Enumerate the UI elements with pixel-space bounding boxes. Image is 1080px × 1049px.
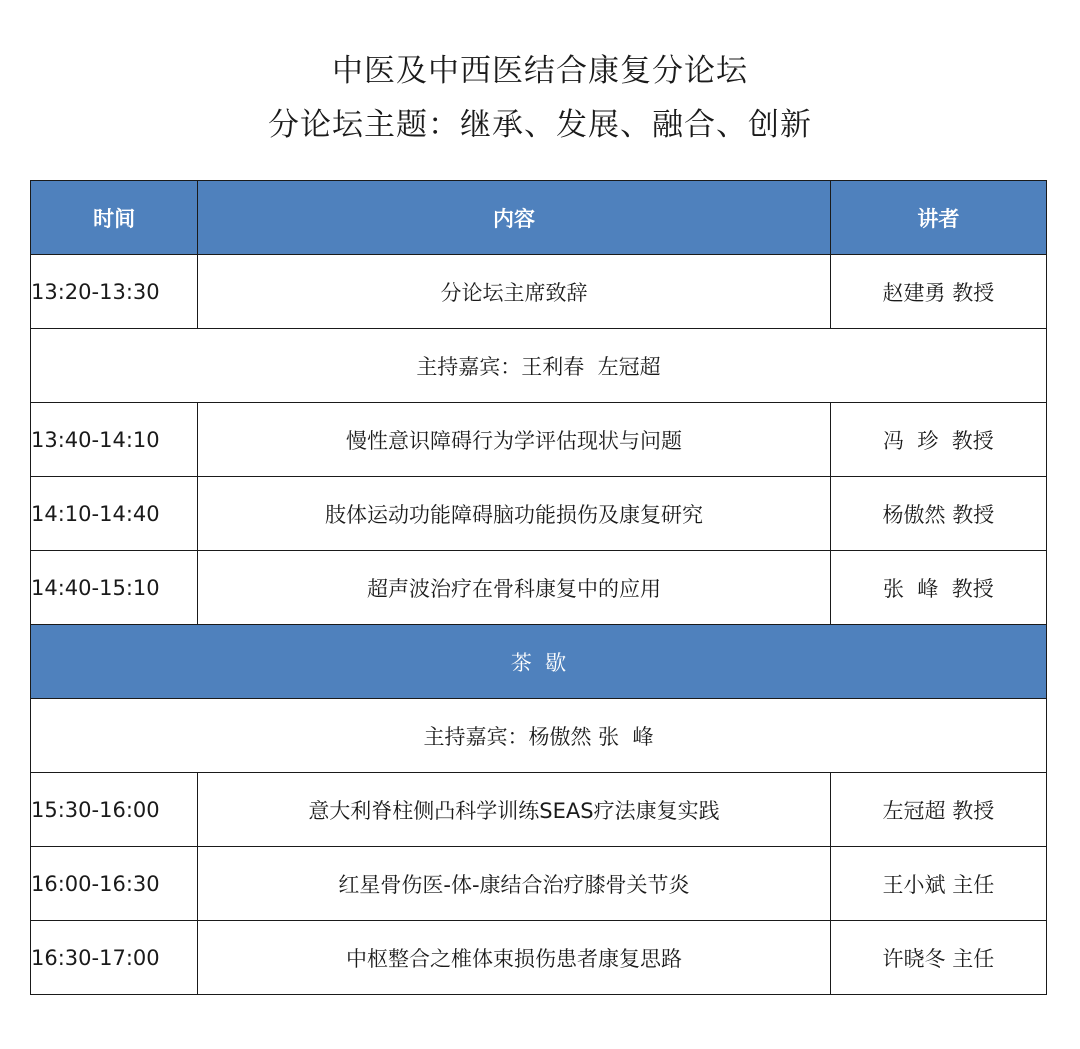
table-row: [31, 847, 1047, 921]
table-row: [31, 551, 1047, 625]
speaker-cell: 王小斌 主任: [830, 847, 1046, 921]
page-subtitle: 分论坛主题：继承、发展、融合、创新: [268, 107, 812, 143]
table-row: [31, 403, 1047, 477]
speaker-cell: 许晓冬 主任: [830, 921, 1046, 995]
content-cell: 慢性意识障碍行为学评估现状与问题: [198, 403, 831, 477]
speaker-cell: 左冠超 教授: [830, 773, 1046, 847]
speaker-cell: 赵建勇 教授: [830, 255, 1046, 329]
table-row: [31, 255, 1047, 329]
host-row: [31, 699, 1047, 773]
table-row: [31, 477, 1047, 551]
content-cell: 红星骨伤医-体-康结合治疗膝骨关节炎: [198, 847, 831, 921]
time-cell: 13:20-13:30: [31, 255, 198, 329]
title-block: [0, 44, 1080, 152]
table-row: [31, 921, 1047, 995]
content-cell: 肢体运动功能障碍脑功能损伤及康复研究: [198, 477, 831, 551]
header-content: 内容: [198, 181, 831, 255]
break-row: [31, 625, 1047, 699]
tea-break-cell: 茶 歇: [31, 625, 1047, 699]
time-cell: 16:30-17:00: [31, 921, 198, 995]
content-cell: 超声波治疗在骨科康复中的应用: [198, 551, 831, 625]
page-title: 中医及中西医结合康复分论坛: [332, 53, 748, 89]
speaker-cell: 杨傲然 教授: [830, 477, 1046, 551]
time-cell: 14:40-15:10: [31, 551, 198, 625]
content-cell: 中枢整合之椎体束损伤患者康复思路: [198, 921, 831, 995]
header-speaker: 讲者: [830, 181, 1046, 255]
time-cell: 14:10-14:40: [31, 477, 198, 551]
time-cell: 16:00-16:30: [31, 847, 198, 921]
table-row: [31, 773, 1047, 847]
agenda-table: [30, 180, 1047, 995]
host-cell: 主持嘉宾：杨傲然 张 峰: [31, 699, 1047, 773]
speaker-cell: 张 峰 教授: [830, 551, 1046, 625]
content-cell: 分论坛主席致辞: [198, 255, 831, 329]
host-cell: 主持嘉宾：王利春 左冠超: [31, 329, 1047, 403]
header-time: 时间: [31, 181, 198, 255]
content-cell: 意大利脊柱侧凸科学训练SEAS疗法康复实践: [198, 773, 831, 847]
header-row: [31, 181, 1047, 255]
host-row: [31, 329, 1047, 403]
time-cell: 15:30-16:00: [31, 773, 198, 847]
speaker-cell: 冯 珍 教授: [830, 403, 1046, 477]
time-cell: 13:40-14:10: [31, 403, 198, 477]
